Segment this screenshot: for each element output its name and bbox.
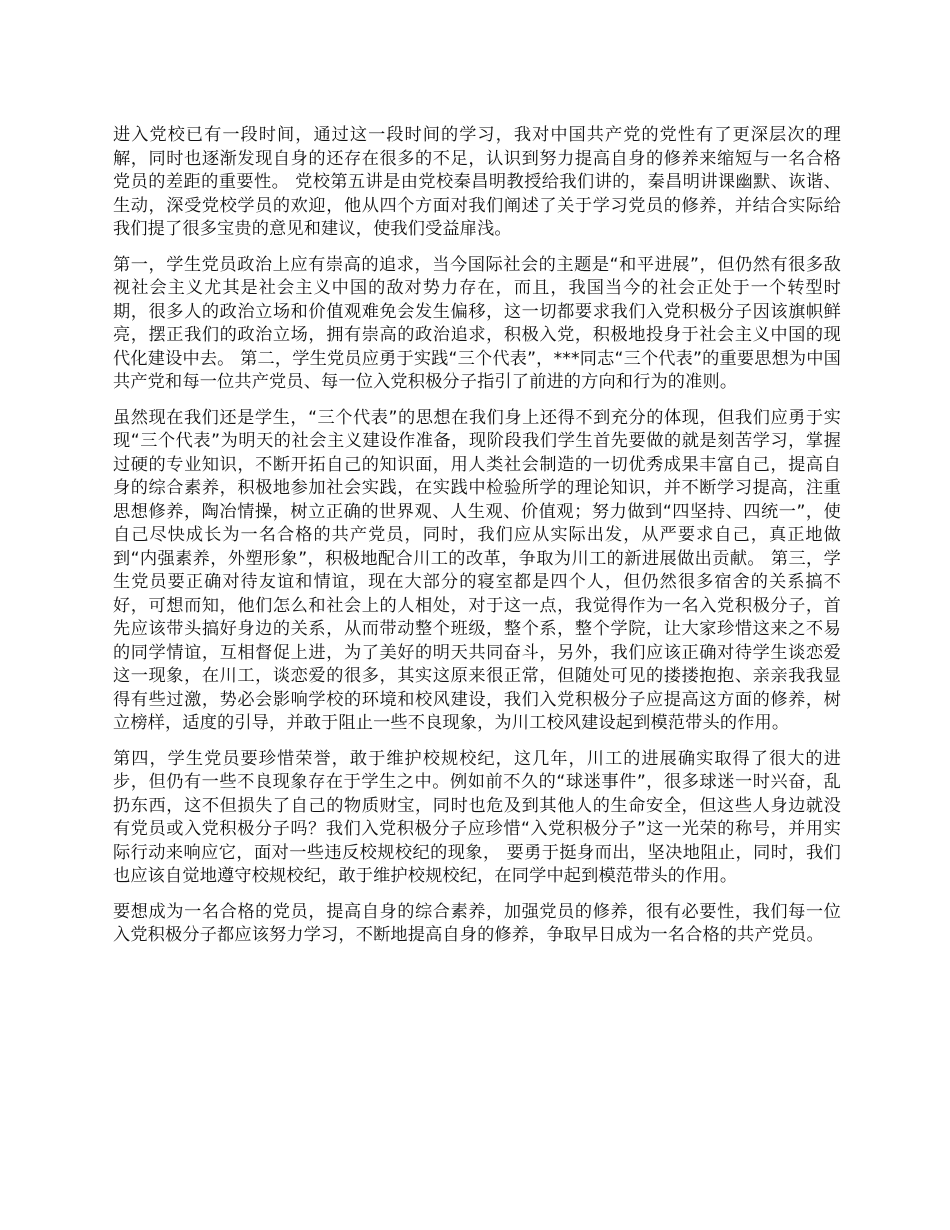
paragraph-3: 虽然现在我们还是学生，“三个代表”的思想在我们身上还得不到充分的体现，但我们应勇于实现“三个代表”为明天的社会主义建设作准备，现阶段我们学生首先要做的就是刻苦学习，掌握过硬的专业知识，不断开拓自己的知识面，用人类社会制造的一切优秀成果丰富自己，提高自身的综合素养，积极地参加社会实践，在实践中检验所学的理论知识，并不断学习提高，注重思想修养，陶冶情操，树立正确的世界观、人生观、价值观；努力做到“四坚持、四统一”，使自己尽快成长为一名合格的共产党员，同时，我们应从实际出发，从严要求自己，真正地做到“内强素养，外塑形象”，积极地配合川工的改革，争取为川工的新进展做出贡献。 第三，学生党员要正确对待友谊和情谊，现在大部分的寝室都是四个人，但仍然很多宿舍的关系搞不好，可想而知，他们怎么和社会上的人相处，对于这一点，我觉得作为一名入党积极分子，首先应该带头搞好身边的关系，从而带动整个班级，整个系，整个学院，让大家珍惜这来之不易的同学情谊，互相督促上进，为了美好的明天共同奋斗，另外，我们应该正确对待学生谈恋爱这一现象，在川工，谈恋爱的很多，其实这原来很正常，但随处可见的搂搂抱抱、亲亲我我显得有些过激，势必会影响学校的环境和校风建设，我们入党积极分子应提高这方面的修养，树立榜样，适度的引导，并敢于阻止一些不良现象，为川工校风建设起到模范带头的作用。 [113, 407, 841, 733]
paragraph-2: 第一，学生党员政治上应有崇高的追求，当今国际社会的主题是“和平进展”，但仍然有很多敌视社会主义尤其是社会主义中国的敌对势力存在，而且，我国当今的社会正处于一个转型时期，很多人的政治立场和价值观难免会发生偏移，这一切都要求我们入党积极分子因该旗帜鲜亮，摆正我们的政治立场，拥有崇高的政治追求，积极入党，积极地投身于社会主义中国的现代化建设中去。 第二，学生党员应勇于实践“三个代表”，***同志“三个代表”的重要思想为中国共产党和每一位共产党员、每一位入党积极分子指引了前进的方向和行为的准则。 [113, 254, 841, 392]
paragraph-5: 要想成为一名合格的党员，提高自身的综合素养，加强党员的修养，很有必要性，我们每一位入党积极分子都应该努力学习，不断地提高自身的修养，争取早日成为一名合格的共产党员。 [113, 901, 841, 945]
paragraph-1: 进入党校已有一段时间，通过这一段时间的学习，我对中国共产党的党性有了更深层次的理解，同时也逐渐发现自身的还存在很多的不足，认识到努力提高自身的修养来缩短与一名合格党员的差距的重要性。 党校第五讲是由党校秦昌明教授给我们讲的，秦昌明讲课幽默、诙谐、生动，深受党校学员的欢迎，他从四个方面对我们阐述了关于学习党员的修养，并结合实际给我们提了很多宝贵的意见和建议，使我们受益扉浅。 [113, 125, 841, 239]
paragraph-4: 第四，学生党员要珍惜荣誉，敢于维护校规校纪，这几年，川工的进展确实取得了很大的进步，但仍有一些不良现象存在于学生之中。例如前不久的“球迷事件”，很多球迷一时兴奋，乱扔东西，这不但损失了自己的物质财宝，同时也危及到其他人的生命安全，但这些人身边就没有党员或入党积极分子吗？我们入党积极分子应珍惜“入党积极分子”这一光荣的称号，并用实际行动来响应它，面对一些违反校规校纪的现象， 要勇于挺身而出，坚决地阻止，同时，我们也应该自觉地遵守校规校纪，敢于维护校规校纪，在同学中起到模范带头的作用。 [113, 748, 841, 886]
document-body [113, 124, 841, 960]
